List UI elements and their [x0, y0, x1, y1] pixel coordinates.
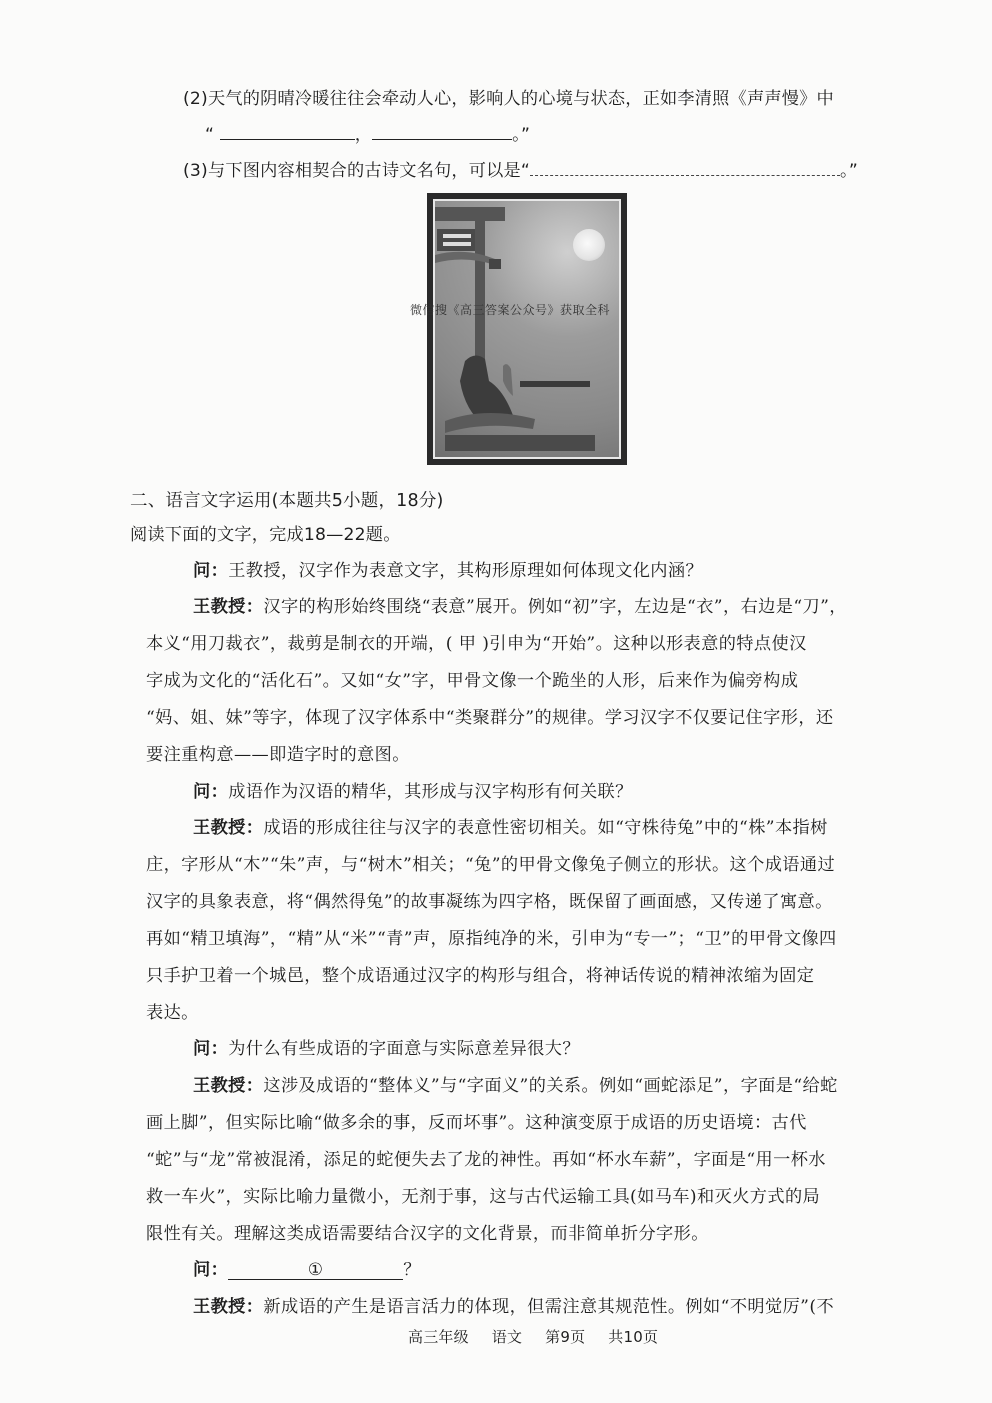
speaker-label: 问：	[193, 561, 229, 581]
answer-blank-2[interactable]	[372, 138, 512, 140]
dialogue-text: “蛇”与“龙”常被混淆，添足的蛇便失去了龙的神性。再如“杯水车薪”，字面是“用一杯水	[146, 1150, 826, 1170]
speaker-label: 王教授：	[193, 1076, 264, 1096]
question-3-text: (3)与下图内容相契合的古诗文名句，可以是“	[183, 161, 531, 181]
dialogue-question-3	[193, 1034, 580, 1059]
comma: ，	[354, 125, 373, 145]
dialogue-text: 限性有关。理解这类成语需要结合汉字的文化背景，而非简单折分字形。	[146, 1224, 709, 1244]
speaker-label: 王教授：	[193, 597, 264, 617]
section-instruction: 阅读下面的文字，完成18—22题。	[130, 525, 401, 545]
dialogue-text: 要注重构意——即造字时的意图。	[146, 745, 410, 765]
speaker-label: 王教授：	[193, 1297, 264, 1317]
answer-blank-4[interactable]	[228, 1261, 403, 1280]
close-quote: 。”	[840, 161, 858, 181]
dialogue-answer-4	[193, 1292, 834, 1317]
dialogue-text: 庄，字形从“木”“朱”声，与“树木”相关；“兔”的甲骨文像兔子侧立的形状。这个成语通过	[146, 855, 836, 875]
open-quote: “	[205, 125, 215, 145]
speaker-label: 问：	[193, 782, 229, 802]
dialogue-text: 汉字的具象表意，将“偶然得兔”的故事凝练为四字格，既保留了画面感，又传递了寓意。	[146, 892, 833, 912]
painting-canvas	[433, 199, 621, 459]
dialogue-text: 王教授，汉字作为表意文字，其构形原理如何体现文化内涵？	[228, 561, 704, 581]
dialogue-text: 这涉及成语的“整体义”与“字面义”的关系。例如“画蛇添足”，字面是“给蛇	[263, 1076, 838, 1096]
dialogue-text: 再如“精卫填海”，“精”从“米”“青”声，原指纯净的米，引申为“专一”；“卫”的甲骨文像四	[146, 929, 837, 949]
answer-blank-1[interactable]	[220, 138, 355, 140]
dialogue-question-1	[193, 556, 703, 581]
dialogue-answer-2	[193, 813, 828, 838]
dialogue-answer-3	[193, 1071, 838, 1096]
question-2-text: (2)天气的阴晴冷暖往往会牵动人心，影响人的心境与状态，正如李清照《声声慢》中	[183, 89, 834, 109]
dialogue-text: 只手护卫着一个城邑，整个成语通过汉字的构形与组合，将神话传说的精神浓缩为固定	[146, 966, 815, 986]
watermark-text: 微信搜《高三答案公众号》获取全科	[410, 303, 611, 317]
dialogue-text: 本义“用刀裁衣”，裁剪是制衣的开端，( 甲 )引申为“开始”。这种以形表意的特点使汉	[146, 634, 807, 654]
dialogue-text: 成语的形成往往与汉字的表意性密切相关。如“守株待兔”中的“株”本指树	[263, 818, 828, 838]
speaker-label: 王教授：	[193, 818, 264, 838]
dialogue-text: 新成语的产生是语言活力的体现，但需注意其规范性。例如“不明觉厉”(不	[263, 1297, 835, 1317]
dialogue-question-2	[193, 777, 633, 802]
moon-icon	[573, 229, 605, 261]
dialogue-text: “妈、姐、妹”等字，体现了汉字体系中“类聚群分”的规律。学习汉字不仅要记住字形，还	[146, 708, 834, 728]
footer-page: 第9页	[545, 1328, 586, 1346]
dialogue-text: 画上脚”，但实际比喻“做多余的事，反而坏事”。这种演变原于成语的历史语境：古代	[146, 1113, 807, 1133]
dialogue-question-4	[193, 1255, 421, 1280]
footer-subject: 语文	[491, 1328, 523, 1346]
dialogue-text: 成语作为汉语的精华，其形成与汉字构形有何关联？	[228, 782, 633, 802]
question-2-answer-line	[205, 120, 530, 145]
page-footer	[408, 1326, 676, 1347]
speaker-label: 问：	[193, 1039, 229, 1059]
moon-pavilion-painting	[427, 193, 627, 465]
dialogue-text: 字成为文化的“活化石”。又如“女”字，甲骨文像一个跪坐的人形，后来作为偏旁构成	[146, 671, 799, 691]
dialogue-text: 表达。	[146, 1003, 199, 1023]
section-title: 二、语言文字运用(本题共5小题，18分)	[130, 491, 444, 511]
speaker-label: 问：	[193, 1260, 229, 1280]
question-3-line	[183, 156, 858, 181]
question-mark: ？	[403, 1260, 421, 1280]
dialogue-text: 汉字的构形始终围绕“表意”展开。例如“初”字，左边是“衣”，右边是“刀”，	[263, 597, 847, 617]
dialogue-text: 救一车火”，实际比喻力量微小，无剂于事，这与古代运输工具(如马车)和灭火方式的局	[146, 1187, 821, 1207]
dialogue-answer-1	[193, 592, 847, 617]
blank-label: ①	[307, 1260, 324, 1280]
footer-total: 共10页	[608, 1328, 659, 1346]
dialogue-text: 为什么有些成语的字面意与实际意差异很大？	[228, 1039, 580, 1059]
answer-blank-3[interactable]	[530, 174, 840, 176]
figure-person-icon	[445, 351, 595, 451]
close-quote: 。”	[512, 125, 531, 145]
footer-grade: 高三年级	[408, 1328, 469, 1346]
